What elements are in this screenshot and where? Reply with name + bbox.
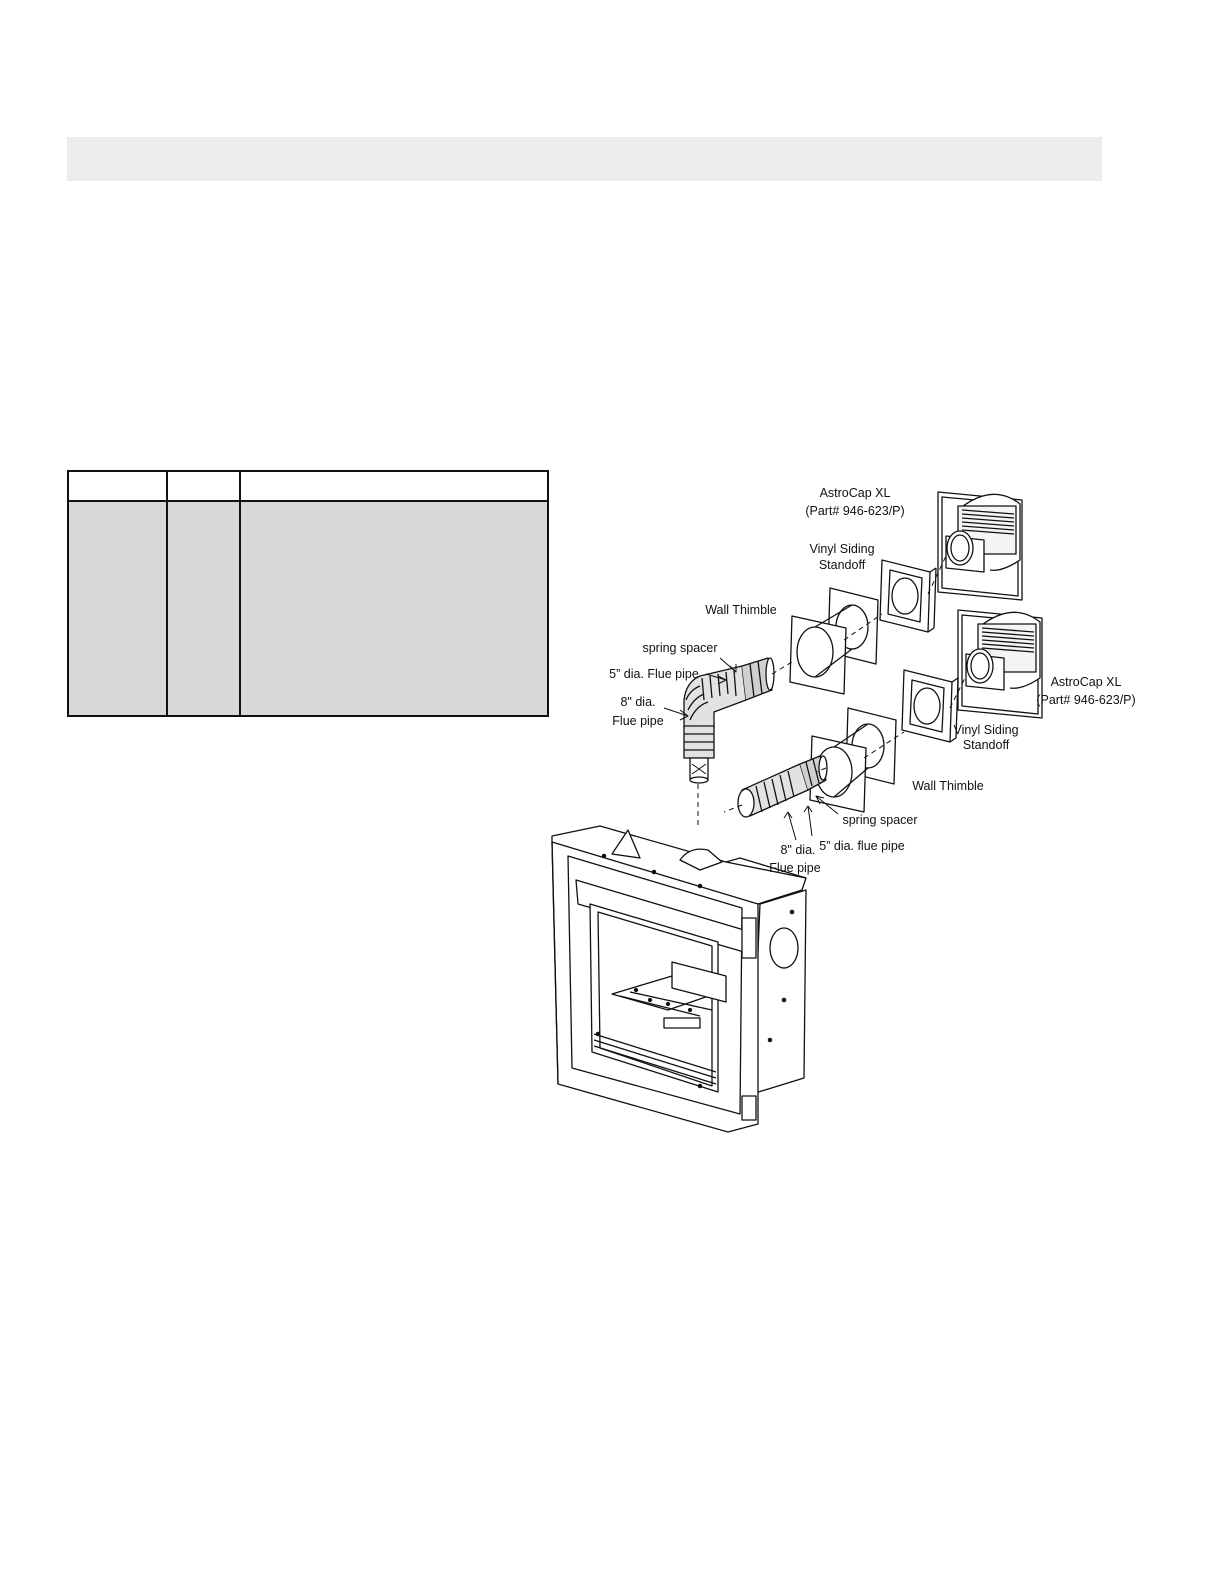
vinyl-siding-top-label: Vinyl Siding [809, 542, 875, 556]
flue-pipe-8-top-label: 8" dia. [620, 695, 656, 709]
astrocap-top-label: AstroCap XL [819, 486, 891, 500]
wall-thimble-top-label: Wall Thimble [705, 603, 777, 617]
fireplace-unit [552, 826, 806, 1132]
astrocap-right-part-number: (Part# 946-623/P) [1036, 693, 1136, 707]
flue-pipe-right [738, 756, 827, 817]
flue-pipe-8-top-label-2: Flue pipe [612, 714, 664, 728]
vinyl-siding-right-label: Vinyl Siding [953, 723, 1019, 737]
vinyl-siding-top-label-2: Standoff [818, 558, 866, 572]
wall-thimble-top-part [790, 588, 878, 694]
astrocap-top-part [938, 492, 1022, 600]
vinyl-siding-standoff-top-part [880, 560, 936, 632]
astrocap-top-part-number: (Part# 946-623/P) [805, 504, 905, 518]
spring-spacer-top-label: spring spacer [642, 641, 718, 655]
vinyl-siding-right-label-2: Standoff [962, 738, 1010, 752]
spring-spacer-right-label: spring spacer [842, 813, 918, 827]
astrocap-right-part [958, 610, 1042, 718]
flue-pipe-8-bottom-label: 8" dia. [780, 843, 816, 857]
flue-pipe-8-bottom-label-2: Flue pipe [769, 861, 821, 875]
astrocap-right-label: AstroCap XL [1050, 675, 1122, 689]
flue-pipe-5-bottom-label: 5” dia. flue pipe [819, 839, 905, 853]
vinyl-siding-standoff-right-part [902, 670, 958, 742]
flue-pipe-5-top-label: 5” dia. Flue pipe [609, 667, 699, 681]
wall-thimble-right-label: Wall Thimble [912, 779, 984, 793]
